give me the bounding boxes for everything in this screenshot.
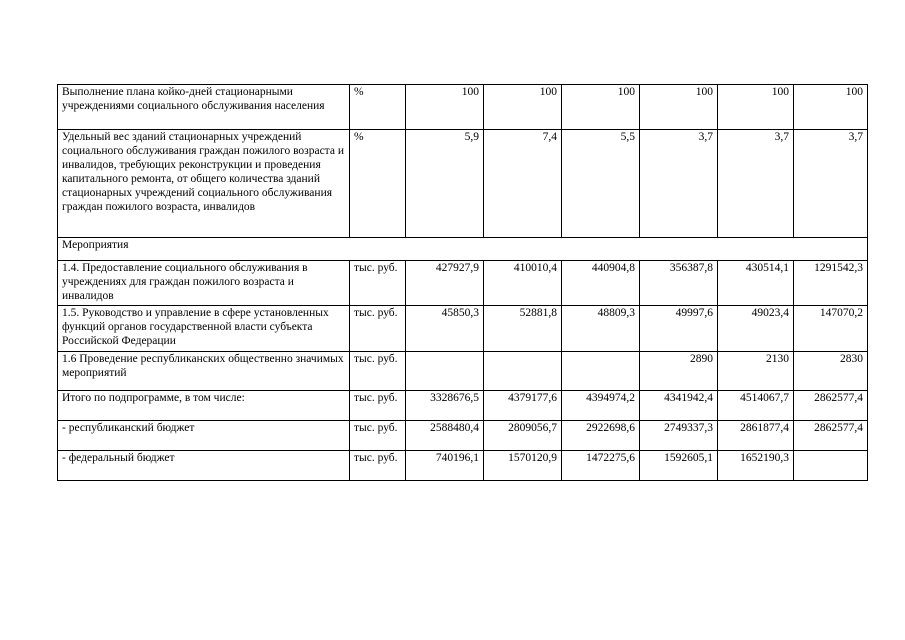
row-value: 440904,8 (562, 261, 640, 306)
row-value: 100 (562, 85, 640, 130)
row-value: 2588480,4 (406, 421, 484, 451)
table-row (58, 451, 868, 481)
table-row (58, 306, 868, 352)
row-value: 1592605,1 (640, 451, 718, 481)
table-row (58, 85, 868, 130)
row-value: 2862577,4 (794, 391, 868, 421)
row-value: 49023,4 (718, 306, 794, 352)
row-unit: тыс. руб. (350, 451, 406, 481)
row-value: 1570120,9 (484, 451, 562, 481)
row-value: 1472275,6 (562, 451, 640, 481)
row-value: 100 (794, 85, 868, 130)
row-unit: тыс. руб. (350, 306, 406, 352)
row-value: 2922698,6 (562, 421, 640, 451)
row-value: 2130 (718, 352, 794, 391)
row-value: 4514067,7 (718, 391, 794, 421)
row-value: 430514,1 (718, 261, 794, 306)
row-value: 2830 (794, 352, 868, 391)
table-row (58, 421, 868, 451)
row-value: 5,9 (406, 130, 484, 238)
table-row (58, 391, 868, 421)
row-unit: % (350, 85, 406, 130)
row-value (562, 352, 640, 391)
row-value (794, 451, 868, 481)
section-row (58, 238, 868, 261)
row-value: 100 (640, 85, 718, 130)
row-value: 7,4 (484, 130, 562, 238)
row-value: 356387,8 (640, 261, 718, 306)
row-value: 2809056,7 (484, 421, 562, 451)
row-value: 2749337,3 (640, 421, 718, 451)
row-value: 5,5 (562, 130, 640, 238)
row-value: 740196,1 (406, 451, 484, 481)
row-value (406, 352, 484, 391)
row-name: 1.6 Проведение республиканских общественно значимых мероприятий (58, 352, 350, 391)
row-unit: тыс. руб. (350, 391, 406, 421)
row-value: 48809,3 (562, 306, 640, 352)
row-value: 3,7 (640, 130, 718, 238)
budget-table (57, 84, 868, 481)
row-value: 4379177,6 (484, 391, 562, 421)
row-value: 1291542,3 (794, 261, 868, 306)
row-value: 2862577,4 (794, 421, 868, 451)
row-name: Выполнение плана койко-дней стационарными учреждениями социального обслуживания населения (58, 85, 350, 130)
row-value: 100 (406, 85, 484, 130)
row-value: 2890 (640, 352, 718, 391)
row-name: Итого по подпрограмме, в том числе: (58, 391, 350, 421)
row-name: Удельный вес зданий стационарных учреждений социального обслуживания граждан пожилого возраста и инвалидов, требующих реконструкции и проведения капитального ремонта, от общего количества зданий стационарных учреждений социального обслуживания граждан пожилого возраста, инвалидов (58, 130, 350, 238)
row-value: 147070,2 (794, 306, 868, 352)
row-value: 52881,8 (484, 306, 562, 352)
row-name: 1.5. Руководство и управление в сфере установленных функций органов государственной власти субъекта Российской Федерации (58, 306, 350, 352)
row-value: 4341942,4 (640, 391, 718, 421)
table-row (58, 352, 868, 391)
table-row (58, 261, 868, 306)
row-value: 49997,6 (640, 306, 718, 352)
row-value: 100 (718, 85, 794, 130)
row-value: 45850,3 (406, 306, 484, 352)
section-title: Мероприятия (58, 238, 868, 261)
row-unit: % (350, 130, 406, 238)
table-row (58, 130, 868, 238)
row-value (484, 352, 562, 391)
row-value: 3328676,5 (406, 391, 484, 421)
row-unit: тыс. руб. (350, 352, 406, 391)
row-value: 3,7 (718, 130, 794, 238)
row-value: 427927,9 (406, 261, 484, 306)
row-unit: тыс. руб. (350, 261, 406, 306)
row-value: 410010,4 (484, 261, 562, 306)
row-value: 3,7 (794, 130, 868, 238)
row-value: 4394974,2 (562, 391, 640, 421)
row-value: 1652190,3 (718, 451, 794, 481)
row-name: - федеральный бюджет (58, 451, 350, 481)
row-value: 100 (484, 85, 562, 130)
row-unit: тыс. руб. (350, 421, 406, 451)
row-name: - республиканский бюджет (58, 421, 350, 451)
row-value: 2861877,4 (718, 421, 794, 451)
row-name: 1.4. Предоставление социального обслуживания в учреждениях для граждан пожилого возраста и инвалидов (58, 261, 350, 306)
